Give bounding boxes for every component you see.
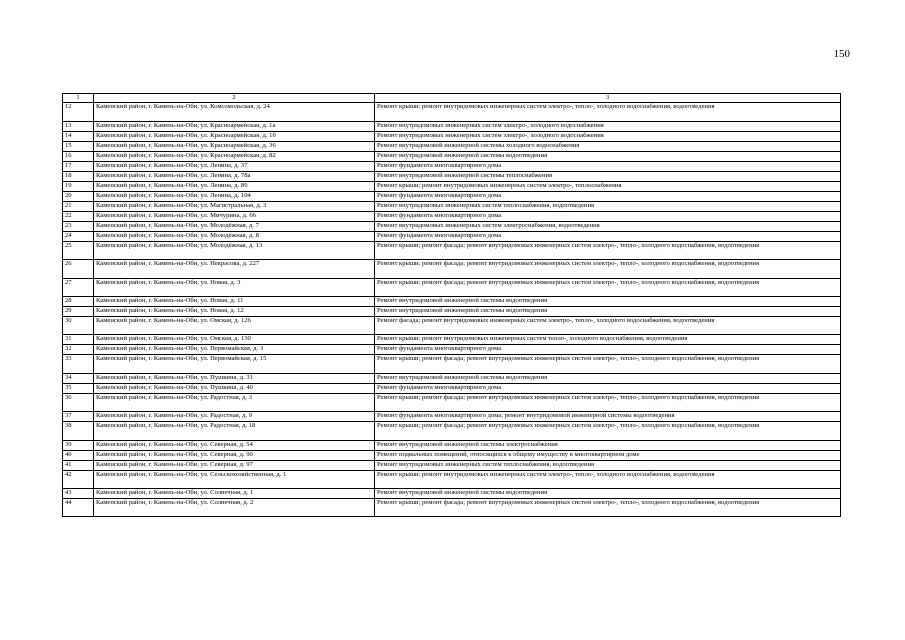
- row-number-cell: 42: [63, 470, 94, 488]
- header-col-works: 3: [375, 94, 841, 103]
- works-cell: Ремонт крыши; ремонт внутридомовых инженерных систем электро-, тепло-, холодного водоснабжения, водоотведения: [375, 470, 841, 488]
- row-number-cell: 35: [63, 383, 94, 393]
- table-header: [63, 94, 841, 103]
- works-cell: Ремонт внутридомовых инженерных систем электроснабжения, водоотведения: [375, 221, 841, 231]
- address-cell: Каменский район, г. Камень-на-Оби, ул. Омская, д. 126: [94, 316, 375, 334]
- table-row: [63, 296, 841, 306]
- row-number-cell: 39: [63, 440, 94, 450]
- table-row: [63, 498, 841, 516]
- address-cell: Каменский район, г. Камень-на-Оби, ул. Ленина, д. 104: [94, 191, 375, 201]
- address-cell: Каменский район, г. Камень-на-Оби, ул. Ленина, д. 37: [94, 161, 375, 171]
- table-row: [63, 412, 841, 422]
- row-number-cell: 19: [63, 181, 94, 191]
- table-row: [63, 355, 841, 373]
- row-number-cell: 16: [63, 151, 94, 161]
- works-cell: Ремонт фундамента многоквартирного дома: [375, 161, 841, 171]
- works-cell: Ремонт крыши; ремонт внутридомовых инженерных систем электро-, тепло-, холодного водоснабжения, водоотведения: [375, 103, 841, 121]
- table-row: [63, 191, 841, 201]
- works-cell: Ремонт фундамента многоквартирного дома: [375, 231, 841, 241]
- address-cell: Каменский район, г. Камень-на-Оби, ул. Пушкина, д. 40: [94, 383, 375, 393]
- table-row: [63, 161, 841, 171]
- address-cell: Каменский район, г. Камень-на-Оби, ул. Северная, д. 54: [94, 440, 375, 450]
- table-row: [63, 231, 841, 241]
- works-cell: Ремонт фундамента многоквартирного дома: [375, 211, 841, 221]
- table-row: [63, 306, 841, 316]
- works-cell: Ремонт крыши; ремонт фасада; ремонт внутридомовых инженерных систем электро-, тепло-, холодного водоснабжения, водоотведения: [375, 241, 841, 259]
- table-row: [63, 440, 841, 450]
- address-cell: Каменский район, г. Камень-на-Оби, ул. Ленина, д. 89: [94, 181, 375, 191]
- header-col-number: 1: [63, 94, 94, 103]
- address-cell: Каменский район, г. Камень-на-Оби, ул. Красноармейская, д. 36: [94, 141, 375, 151]
- table-row: [63, 221, 841, 231]
- works-cell: Ремонт внутридомовых инженерных систем теплоснабжения, водоотведения: [375, 201, 841, 211]
- address-cell: Каменский район, г. Камень-на-Оби, ул. Пушкина, д. 31: [94, 373, 375, 383]
- row-number-cell: 20: [63, 191, 94, 201]
- row-number-cell: 24: [63, 231, 94, 241]
- address-cell: Каменский район, г. Камень-на-Оби, ул. Новая, д. 3: [94, 278, 375, 296]
- table-row: [63, 393, 841, 411]
- works-cell: Ремонт фундамента многоквартирного дома: [375, 191, 841, 201]
- row-number-cell: 34: [63, 373, 94, 383]
- row-number-cell: 18: [63, 171, 94, 181]
- address-cell: Каменский район, г. Камень-на-Оби, ул. Мичурина, д. 66: [94, 211, 375, 221]
- works-cell: Ремонт крыши; ремонт фасада; ремонт внутридомовых инженерных систем электро-, тепло-, холодного водоснабжения, водоотведения: [375, 498, 841, 516]
- row-number-cell: 32: [63, 345, 94, 355]
- row-number-cell: 17: [63, 161, 94, 171]
- works-cell: Ремонт внутридомовой инженерной системы водоотведения: [375, 151, 841, 161]
- address-cell: Каменский район, г. Камень-на-Оби, ул. Сельскохозяйственная, д. 1: [94, 470, 375, 488]
- address-cell: Каменский район, г. Камень-на-Оби, ул. Комсомольская, д. 24: [94, 103, 375, 121]
- row-number-cell: 36: [63, 393, 94, 411]
- works-cell: Ремонт крыши; ремонт фасада; ремонт внутридомовых инженерных систем электро-, тепло-, холодного водоснабжения, водоотведения: [375, 355, 841, 373]
- row-number-cell: 38: [63, 422, 94, 440]
- works-cell: Ремонт крыши; ремонт внутридомовых инженерных систем электро-, теплоснабжения: [375, 181, 841, 191]
- table-row: [63, 121, 841, 131]
- table-row: [63, 335, 841, 345]
- works-cell: Ремонт внутридомовой инженерной системы теплоснабжения: [375, 171, 841, 181]
- row-number-cell: 21: [63, 201, 94, 211]
- row-number-cell: 23: [63, 221, 94, 231]
- address-cell: Каменский район, г. Камень-на-Оби, ул. Ленина, д. 78а: [94, 171, 375, 181]
- row-number-cell: 37: [63, 412, 94, 422]
- table-row: [63, 241, 841, 259]
- works-cell: Ремонт крыши; ремонт фасада; ремонт внутридомовых инженерных систем электро-, тепло-, холодного водоснабжения, водоотведения: [375, 422, 841, 440]
- row-number-cell: 40: [63, 450, 94, 460]
- row-number-cell: 28: [63, 296, 94, 306]
- works-cell: Ремонт крыши; ремонт внутридомовых инженерных систем тепло-, холодного водоснабжения, водоотведения: [375, 335, 841, 345]
- works-table: [62, 93, 841, 517]
- row-number-cell: 43: [63, 488, 94, 498]
- table-row: [63, 470, 841, 488]
- row-number-cell: 31: [63, 335, 94, 345]
- table-body: [63, 103, 841, 517]
- row-number-cell: 29: [63, 306, 94, 316]
- address-cell: Каменский район, г. Камень-на-Оби, ул. Солнечная, д. 1: [94, 488, 375, 498]
- table-row: [63, 460, 841, 470]
- address-cell: Каменский район, г. Камень-на-Оби, ул. Радостная, д. 3: [94, 393, 375, 411]
- table-row: [63, 131, 841, 141]
- table-row: [63, 181, 841, 191]
- row-number-cell: 30: [63, 316, 94, 334]
- table-row: [63, 103, 841, 121]
- address-cell: Каменский район, г. Камень-на-Оби, ул. Красноармейская, д. 1а: [94, 121, 375, 131]
- table-row: [63, 201, 841, 211]
- address-cell: Каменский район, г. Камень-на-Оби, ул. Некрасова, д. 227: [94, 260, 375, 278]
- row-number-cell: 15: [63, 141, 94, 151]
- works-cell: Ремонт подвальных помещений, относящихся к общему имуществу в многоквартирном доме: [375, 450, 841, 460]
- address-cell: Каменский район, г. Камень-на-Оби, ул. Северная, д. 97: [94, 460, 375, 470]
- works-cell: Ремонт крыши; ремонт фасада; ремонт внутридомовых инженерных систем электро-, тепло-, холодного водоснабжения, водоотведения: [375, 260, 841, 278]
- address-cell: Каменский район, г. Камень-на-Оби, ул. Магистральная, д. 3: [94, 201, 375, 211]
- works-cell: Ремонт фундамента многоквартирного дома: [375, 345, 841, 355]
- table-row: [63, 151, 841, 161]
- table-row: [63, 450, 841, 460]
- works-cell: Ремонт фундамента многоквартирного дома; ремонт внутридомовой инженерной системы водоотведения: [375, 412, 841, 422]
- table-row: [63, 260, 841, 278]
- row-number-cell: 14: [63, 131, 94, 141]
- works-cell: Ремонт внутридомовых инженерных систем электро-, холодного водоснабжения: [375, 131, 841, 141]
- works-cell: Ремонт внутридомовых инженерных систем электро-, холодного водоснабжения: [375, 121, 841, 131]
- address-cell: Каменский район, г. Камень-на-Оби, ул. Молодёжная, д. 8: [94, 231, 375, 241]
- row-number-cell: 33: [63, 355, 94, 373]
- table-row: [63, 345, 841, 355]
- address-cell: Каменский район, г. Камень-на-Оби, ул. Новая, д. 11: [94, 296, 375, 306]
- page-number: 150: [833, 48, 850, 60]
- works-cell: Ремонт внутридомовых инженерных систем теплоснабжения, водоотведения: [375, 460, 841, 470]
- row-number-cell: 25: [63, 241, 94, 259]
- works-cell: Ремонт внутридомовой инженерной системы водоотведения: [375, 296, 841, 306]
- header-col-address: 2: [94, 94, 375, 103]
- works-cell: Ремонт внутридомовой инженерной системы электроснабжения: [375, 440, 841, 450]
- works-cell: Ремонт фундамента многоквартирного дома: [375, 383, 841, 393]
- works-cell: Ремонт внутридомовой инженерной системы водоотведения: [375, 306, 841, 316]
- works-cell: Ремонт крыши; ремонт фасада; ремонт внутридомовых инженерных систем электро-, тепло-, холодного водоснабжения, водоотведения: [375, 278, 841, 296]
- address-cell: Каменский район, г. Камень-на-Оби, ул. Красноармейская, д. 82: [94, 151, 375, 161]
- address-cell: Каменский район, г. Камень-на-Оби, ул. Молодёжная, д. 13: [94, 241, 375, 259]
- address-cell: Каменский район, г. Камень-на-Оби, ул. Омская, д. 130: [94, 335, 375, 345]
- row-number-cell: 22: [63, 211, 94, 221]
- address-cell: Каменский район, г. Камень-на-Оби, ул. Радостная, д. 18: [94, 422, 375, 440]
- table-row: [63, 316, 841, 334]
- address-cell: Каменский район, г. Камень-на-Оби, ул. Северная, д. 90: [94, 450, 375, 460]
- row-number-cell: 41: [63, 460, 94, 470]
- table-row: [63, 141, 841, 151]
- address-cell: Каменский район, г. Камень-на-Оби, ул. Солнечная, д. 2: [94, 498, 375, 516]
- address-cell: Каменский район, г. Камень-на-Оби, ул. Новая, д. 12: [94, 306, 375, 316]
- row-number-cell: 26: [63, 260, 94, 278]
- address-cell: Каменский район, г. Камень-на-Оби, ул. Молодёжная, д. 7: [94, 221, 375, 231]
- table-row: [63, 211, 841, 221]
- row-number-cell: 44: [63, 498, 94, 516]
- works-cell: Ремонт внутридомовой инженерной системы водоотведения: [375, 373, 841, 383]
- table-row: [63, 422, 841, 440]
- row-number-cell: 13: [63, 121, 94, 131]
- row-number-cell: 12: [63, 103, 94, 121]
- table-row: [63, 383, 841, 393]
- table-row: [63, 171, 841, 181]
- address-cell: Каменский район, г. Камень-на-Оби, ул. Первомайская, д. 15: [94, 355, 375, 373]
- table-row: [63, 373, 841, 383]
- address-cell: Каменский район, г. Камень-на-Оби, ул. Первомайская, д. 3: [94, 345, 375, 355]
- table-row: [63, 278, 841, 296]
- works-cell: Ремонт фасада; ремонт внутридомовых инженерных систем электро-, тепло-, холодного водоснабжения, водоотведения: [375, 316, 841, 334]
- address-cell: Каменский район, г. Камень-на-Оби, ул. Красноармейская, д. 1б: [94, 131, 375, 141]
- works-cell: Ремонт внутридомовой инженерной системы холодного водоснабжения: [375, 141, 841, 151]
- row-number-cell: 27: [63, 278, 94, 296]
- works-cell: Ремонт крыши; ремонт фасада; ремонт внутридомовых инженерных систем электро-, тепло-, холодного водоснабжения, водоотведения: [375, 393, 841, 411]
- works-cell: Ремонт внутридомовой инженерной системы водоотведения: [375, 488, 841, 498]
- table-row: [63, 488, 841, 498]
- address-cell: Каменский район, г. Камень-на-Оби, ул. Радостная, д. 9: [94, 412, 375, 422]
